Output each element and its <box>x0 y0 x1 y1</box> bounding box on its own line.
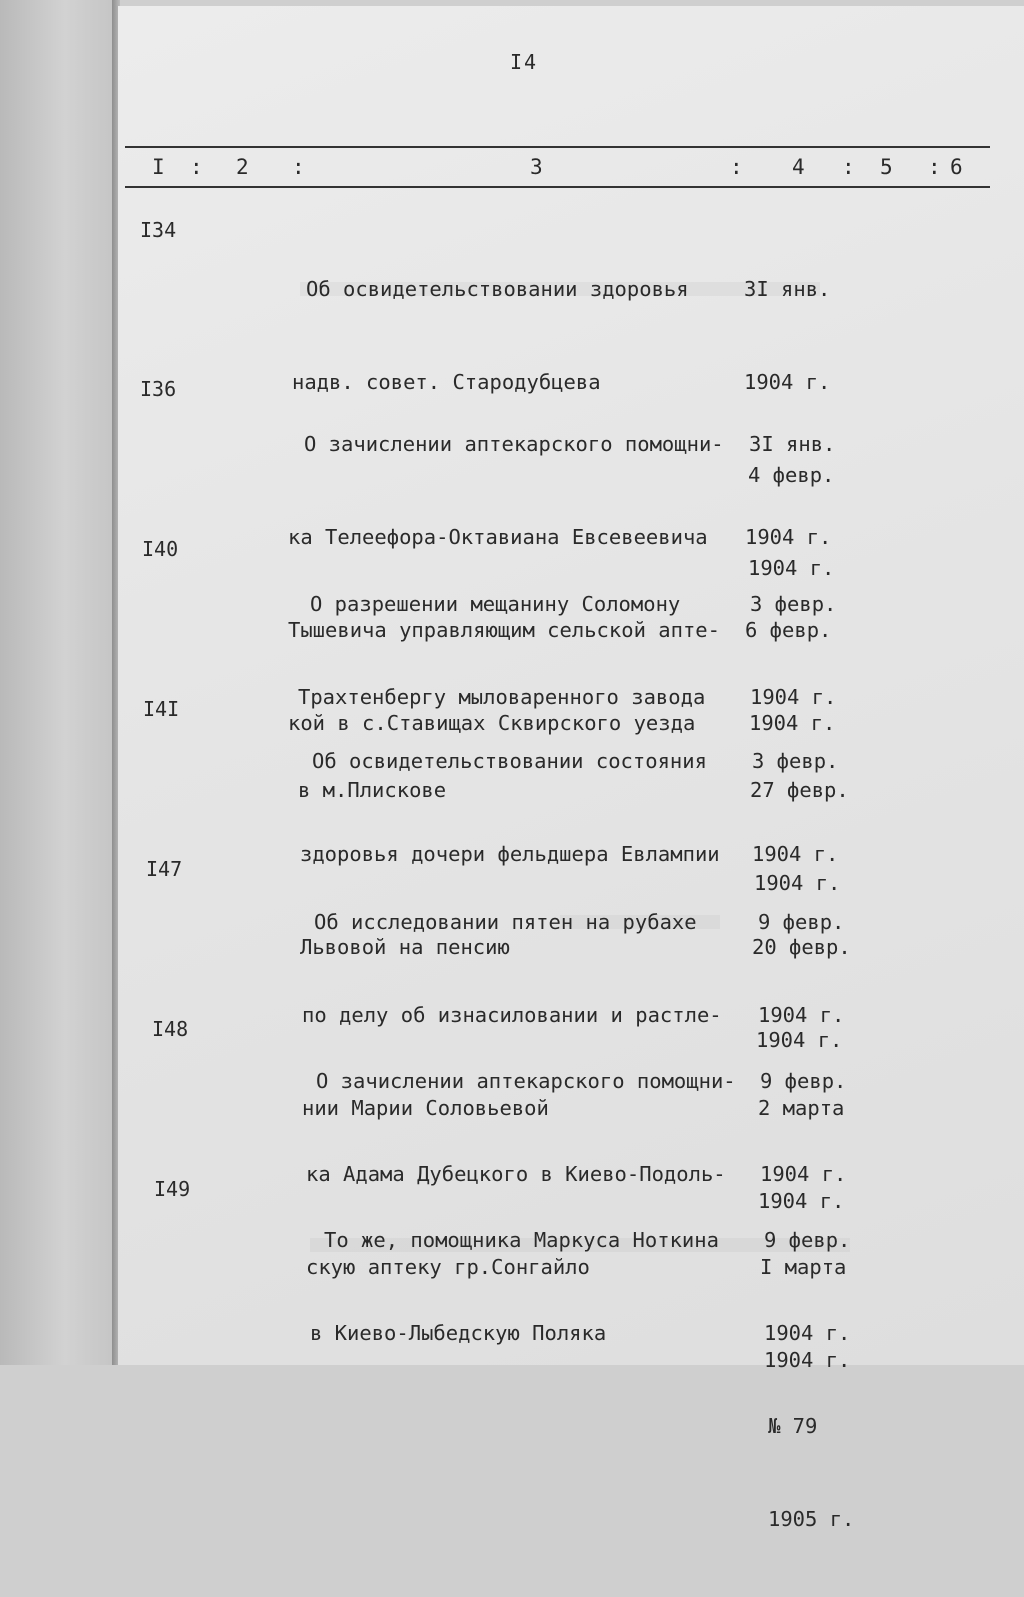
date-line: 1904 г. <box>754 871 841 895</box>
description-line: по делу об изнасиловании и растле- <box>302 1003 722 1027</box>
description-line: О зачислении аптекарского помощни- <box>304 432 724 456</box>
column-header-6: 6 <box>950 155 963 179</box>
date-line: 2 марта <box>758 1096 845 1120</box>
date-line: 1905 г. <box>768 1507 855 1531</box>
entry-description <box>310 1163 719 1411</box>
date-line: 3 февр. <box>752 749 839 773</box>
description-line: Тышевича управляющим сельской апте- <box>288 618 720 642</box>
description-line: Об освидетельствовании состояния <box>312 749 707 773</box>
column-header-2: 2 <box>236 155 249 179</box>
facing-page-edge <box>0 0 118 1365</box>
description-line: То же, помощника Маркуса Ноткина <box>324 1228 719 1252</box>
description-line: в Киево-Лыбедскую Поляка <box>310 1321 607 1345</box>
description-line: скую аптеку гр.Сонгайло <box>306 1255 590 1279</box>
column-separator: : <box>842 155 855 179</box>
date-line: 1904 г. <box>756 1028 843 1052</box>
date-line: 1904 г. <box>760 1162 847 1186</box>
entry-number: I4I <box>143 697 180 721</box>
date-line: 20 февр. <box>752 935 851 959</box>
column-header-3: 3 <box>530 155 543 179</box>
description-line: здоровья дочери фельдшера Евлампии <box>300 842 720 866</box>
description-line: О зачислении аптекарского помощни- <box>316 1069 736 1093</box>
date-line: 3I янв. <box>744 277 831 301</box>
date-line: I марта <box>760 1255 847 1279</box>
date-line: 6 февр. <box>745 618 832 642</box>
entry-number: I47 <box>146 857 183 881</box>
description-line: в м.Плискове <box>298 778 447 802</box>
header-rule-top <box>125 146 990 148</box>
date-line: 1904 г. <box>744 370 831 394</box>
date-line: 27 февр. <box>750 778 849 802</box>
column-separator: : <box>928 155 941 179</box>
date-line: 9 февр. <box>760 1069 847 1093</box>
date-line: 1904 г. <box>764 1348 851 1372</box>
date-line: 1904 г. <box>758 1003 845 1027</box>
description-line: кой в с.Ставищах Сквирского уезда <box>288 711 696 735</box>
entry-number: I49 <box>154 1177 191 1201</box>
page-number: I4 <box>510 50 539 74</box>
date-line: 1904 г. <box>748 556 835 580</box>
description-line: Львовой на пенсию <box>300 935 510 959</box>
column-header-4: 4 <box>792 155 805 179</box>
description-line: Об освидетельствовании здоровья <box>306 277 689 301</box>
entry-number: I40 <box>142 537 179 561</box>
column-separator: : <box>292 155 305 179</box>
column-separator: : <box>730 155 743 179</box>
date-line: 1904 г. <box>764 1321 851 1345</box>
description-line: О разрешении мещанину Соломону <box>310 592 681 616</box>
date-line: 9 февр. <box>758 910 845 934</box>
description-line: надв. совет. Стародубцева <box>292 370 601 394</box>
entry-dates <box>764 1163 854 1597</box>
date-line: 1904 г. <box>758 1189 845 1213</box>
date-line: 3 февр. <box>750 592 837 616</box>
date-line: 1904 г. <box>749 711 836 735</box>
description-line: ка Телеефора-Октавиана Евсевеевича <box>288 525 708 549</box>
date-line: 1904 г. <box>750 685 837 709</box>
date-line: № 79 <box>768 1414 818 1438</box>
date-line: 1904 г. <box>752 842 839 866</box>
header-rule-bottom <box>125 186 990 188</box>
description-line: ка Адама Дубецкого в Киево-Подоль- <box>306 1162 726 1186</box>
description-line: Трахтенбергу мыловаренного завода <box>298 685 706 709</box>
date-line: 9 февр. <box>764 1228 851 1252</box>
date-line: 1904 г. <box>745 525 832 549</box>
date-line: 4 февр. <box>748 463 835 487</box>
date-line: 3I янв. <box>749 432 836 456</box>
column-separator: : <box>190 155 203 179</box>
entry-number: I34 <box>140 218 177 242</box>
entry-number: I48 <box>152 1017 189 1041</box>
description-line: Об исследовании пятен на рубахе <box>314 910 697 934</box>
entry-number: I36 <box>140 377 177 401</box>
column-header-5: 5 <box>880 155 893 179</box>
column-header-1: I <box>152 155 165 179</box>
description-line: нии Марии Соловьевой <box>302 1096 549 1120</box>
